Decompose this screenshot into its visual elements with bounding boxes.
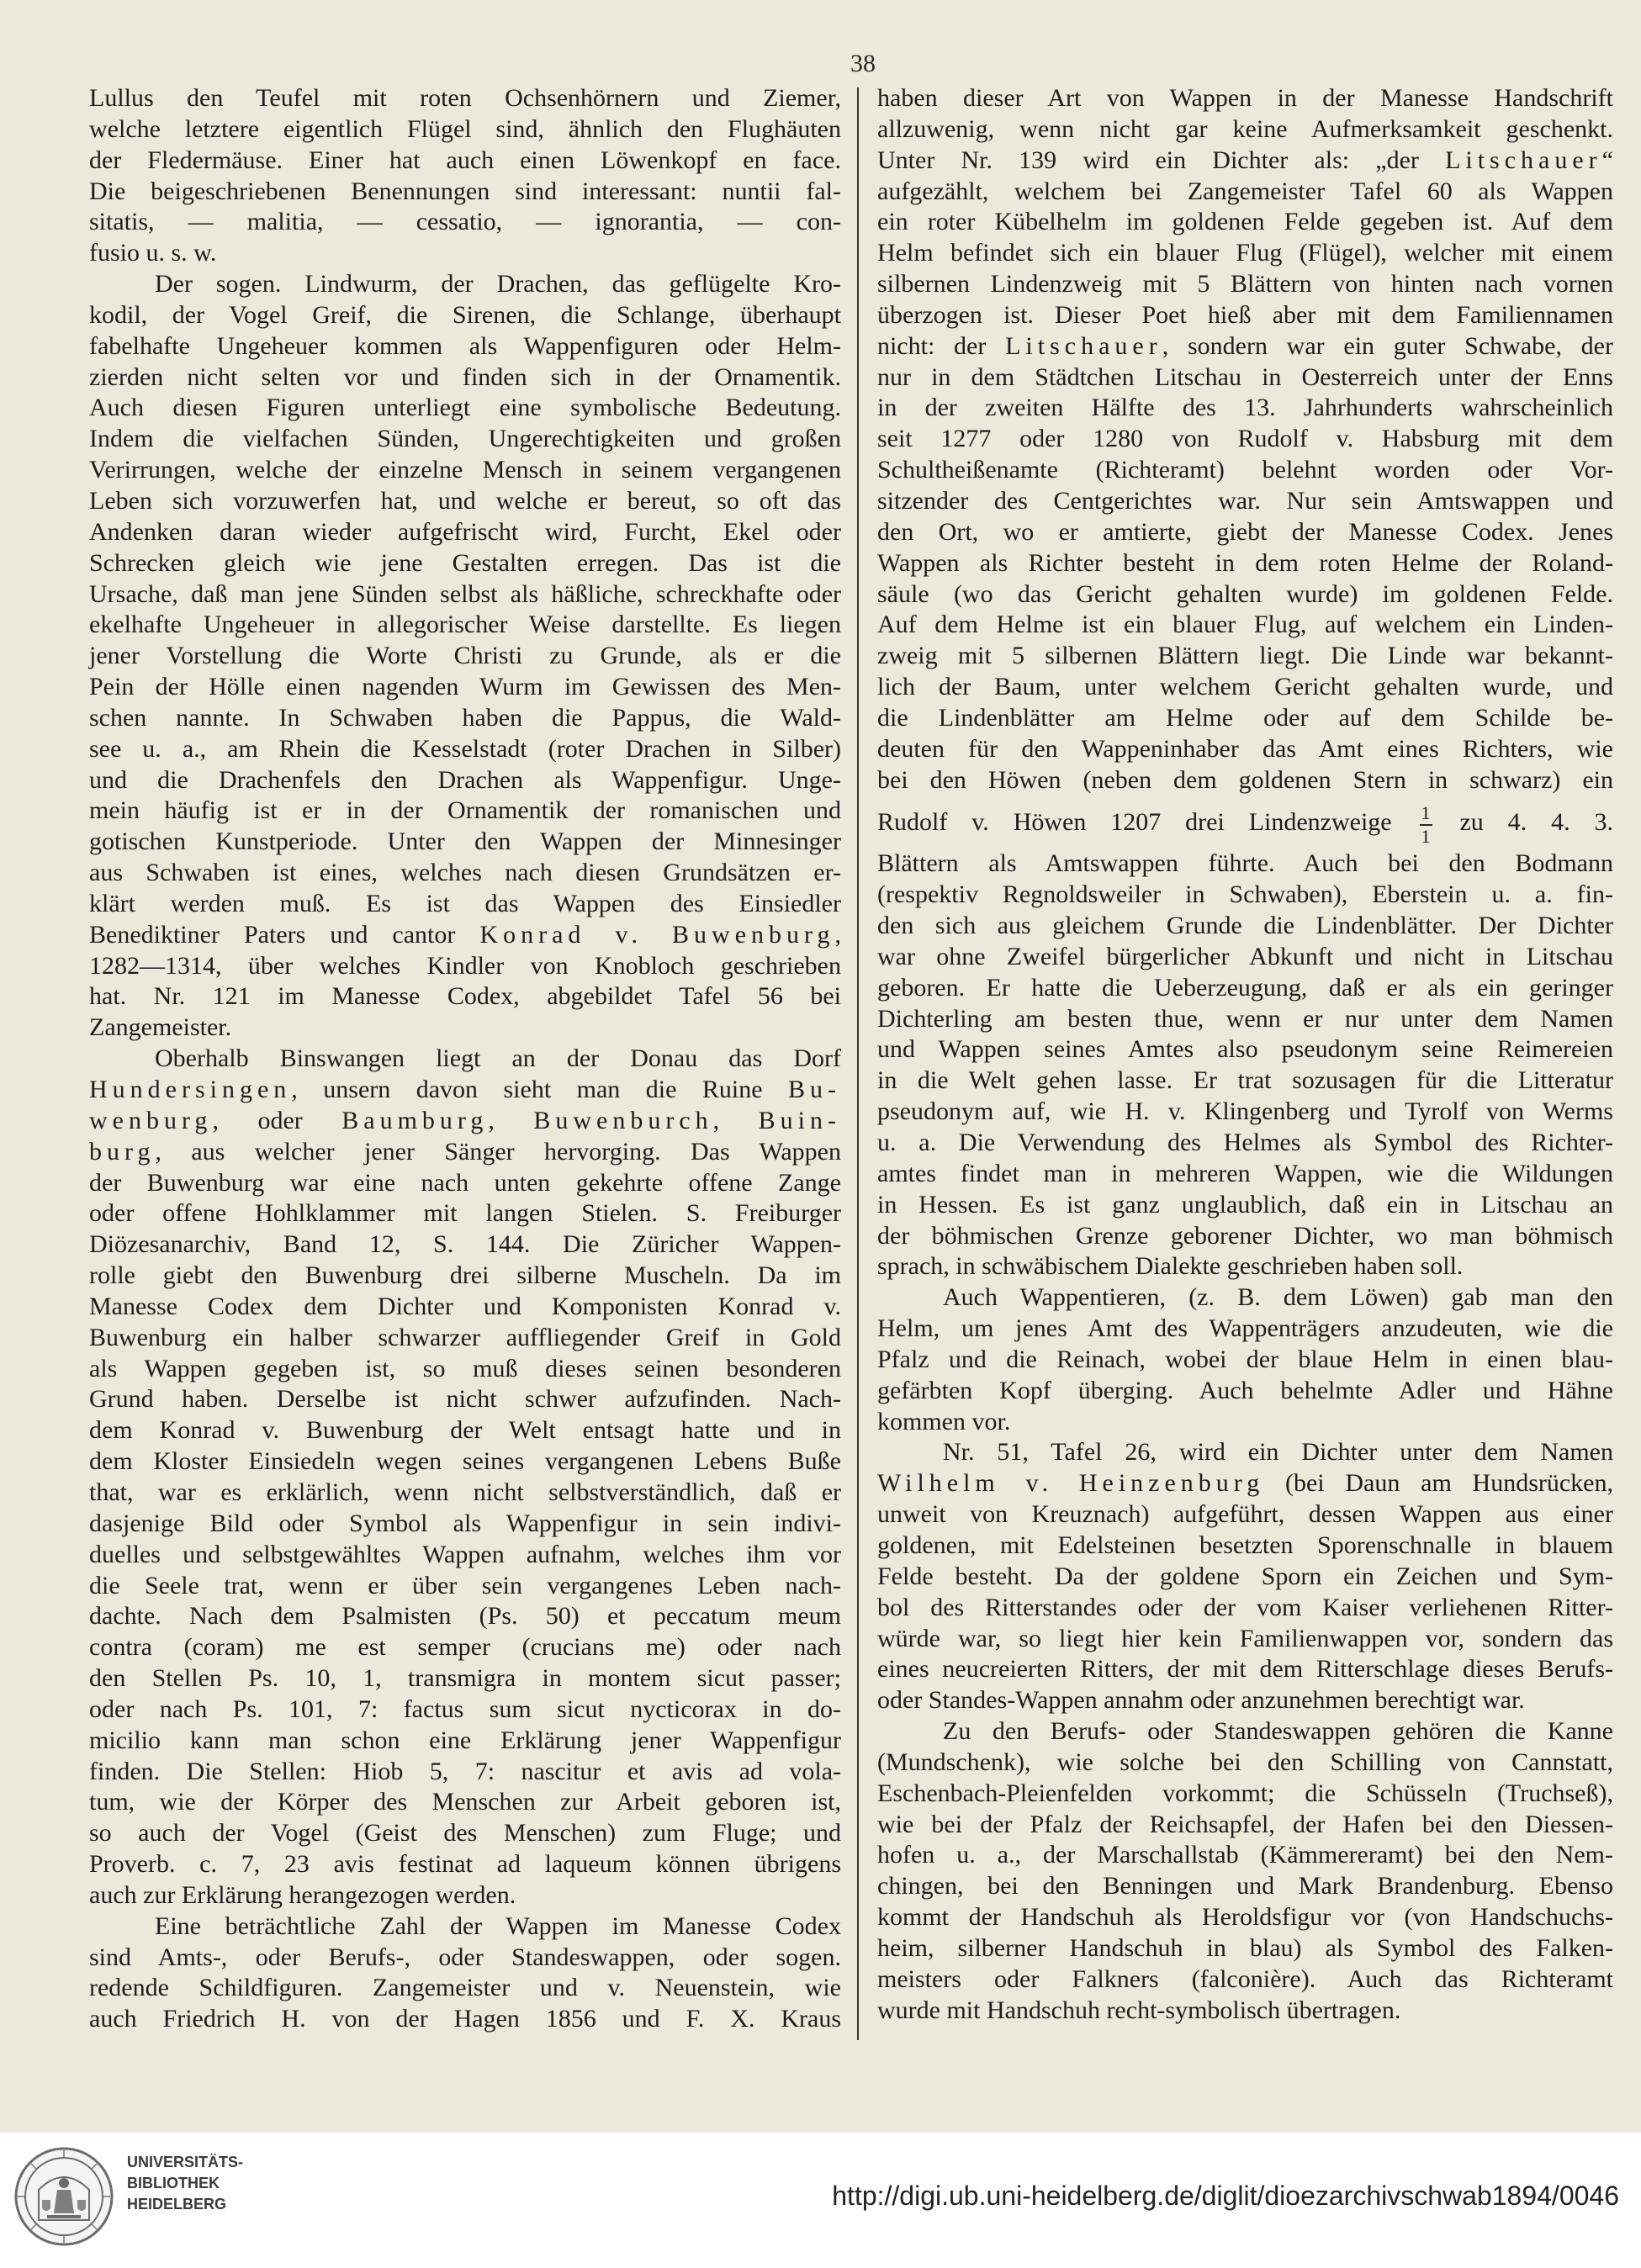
- emphasized-text: Litschauer: [1005, 331, 1162, 360]
- emphasized-text: Hundersingen: [89, 1076, 292, 1103]
- text-line: pseudonym auf, wie H. v. Klingenberg und Tyrolf von Werms: [877, 1097, 1613, 1126]
- right-column: [877, 83, 1613, 2026]
- text-line: Wappen als Richter besteht in dem roten Helme der Roland-: [877, 548, 1613, 577]
- text-line: see u. a., am Rhein die Kesselstadt (roter Drachen in Silber): [89, 734, 841, 763]
- text-line: Felde besteht. Da der goldene Sporn ein Zeichen und Sym-: [877, 1562, 1613, 1590]
- text-line: zierden nicht selten vor und finden sich in der Ornamentik.: [89, 362, 841, 391]
- text-run: , sondern war ein guter Schwabe, der: [1162, 331, 1613, 360]
- text-line: Oberhalb Binswangen liegt an der Donau das Dorf: [155, 1044, 841, 1073]
- text-line: jener Vorstellung die Worte Christi zu Grunde, als er die: [89, 642, 841, 670]
- text-line: silbernen Lindenzweig mit 5 Blättern von hinten nach vornen: [877, 270, 1613, 299]
- text-line: Andenken daran wieder aufgefrischt wird, Furcht, Ekel oder: [89, 517, 841, 546]
- emphasized-text: Baumburg: [341, 1106, 489, 1134]
- text-line: war ohne Zweifel bürgerlicher Abkunft und nicht in Litschau: [877, 942, 1613, 970]
- text-line: Pfalz und die Reinach, wobei der blaue Helm in einen blau-: [877, 1345, 1613, 1373]
- text-line: micilio kann man schon eine Erklärung jener Wappenfigur: [89, 1726, 841, 1754]
- text-line: [877, 796, 1613, 849]
- text-line: Blättern als Amtswappen führte. Auch bei den Bodmann: [877, 849, 1613, 878]
- text-line: Verirrungen, welche der einzelne Mensch in seinem vergangenen: [89, 456, 841, 484]
- emphasized-text: Buwenburch: [533, 1106, 713, 1134]
- text-line: Diözesanarchiv, Band 12, S. 144. Die Züricher Wappen-: [89, 1230, 841, 1259]
- text-line: in die Welt gehen lasse. Er trat sozusagen für die Litteratur: [877, 1066, 1613, 1095]
- text-line: heim, silberner Handschuh in blau) als Symbol des Falken-: [877, 1933, 1613, 1962]
- text-run: , unsern davon sieht man die Ruine: [291, 1076, 788, 1103]
- text-run: ,: [834, 920, 841, 949]
- text-line: geboren. Er hatte die Ueberzeugung, daß er als ein geringer: [877, 973, 1613, 1002]
- text-line: so auch der Vogel (Geist des Menschen) zum Fluge; und: [89, 1819, 841, 1848]
- text-line: dem Kloster Einsiedeln wegen seines vergangenen Lebens Buße: [89, 1447, 841, 1476]
- text-line: Auch diesen Figuren unterliegt eine symbolische Bedeutung.: [89, 394, 841, 422]
- emphasized-text: Wilhelm v. Heinzenburg: [877, 1469, 1265, 1498]
- text-line: den Stellen Ps. 10, 1, transmigra in montem sicut passer;: [89, 1664, 841, 1693]
- text-line: aus Schwaben ist eines, welches nach diesen Grundsätzen er-: [89, 859, 841, 887]
- text-line: Leben sich vorzuwerfen hat, und welche er bereut, so oft das: [89, 486, 841, 515]
- text-line: die Lindenblätter am Helme oder auf dem Schilde be-: [877, 703, 1613, 732]
- text-line: oder Standes-Wappen annahm oder anzunehmen berechtigt war.: [877, 1686, 1525, 1715]
- text-line: haben dieser Art von Wappen in der Manesse Handschrift: [877, 84, 1613, 112]
- text-line: sitatis, — malitia, — cessatio, — ignorantia, — con-: [89, 208, 841, 236]
- text-line: fusio u. s. w.: [89, 239, 217, 267]
- text-line: auch Friedrich H. von der Hagen 1856 und F. X. Kraus: [89, 2005, 841, 2033]
- text-line: Lullus den Teufel mit roten Ochsenhörnern und Ziemer,: [89, 84, 841, 112]
- text-line: gefärbten Kopf überging. Auch behelmte Adler und Hähne: [877, 1376, 1613, 1404]
- text-line: und die Drachenfels den Drachen als Wappenfigur. Unge-: [89, 765, 841, 794]
- text-line: that, war es erklärlich, wenn nicht selbstverständlich, daß er: [89, 1478, 841, 1506]
- text-line: welche letztere eigentlich Flügel sind, ähnlich den Flughäuten: [89, 114, 841, 143]
- text-line: schen nannte. In Schwaben haben die Pappus, die Wald-: [89, 703, 841, 732]
- text-line: kommt der Handschuh als Heroldsfigur vor (von Handschuchs-: [877, 1903, 1613, 1932]
- text-line: allzuwenig, wenn nicht gar keine Aufmerksamkeit geschenkt.: [877, 114, 1613, 143]
- column-divider: [857, 87, 859, 2040]
- text-line: gotischen Kunstperiode. Unter den Wappen der Minnesinger: [89, 827, 841, 856]
- emphasized-text: wenburg: [89, 1106, 213, 1134]
- text-line: den Ort, wo er amtierte, giebt der Manesse Codex. Jenes: [877, 517, 1613, 546]
- text-line: Helm, um jenes Amt des Wappenträgers anzudeuten, wie die: [877, 1314, 1613, 1343]
- text-line: sind Amts-, oder Berufs-, oder Standeswappen, oder sogen.: [89, 1943, 841, 1971]
- text-line: [89, 1137, 841, 1168]
- text-line: (respektiv Regnoldsweiler in Schwaben), Eberstein u. a. fin-: [877, 880, 1613, 909]
- text-run: ,: [488, 1106, 534, 1134]
- text-line: Die beigeschriebenen Benennungen sind interessant: nuntii fal-: [89, 177, 841, 205]
- text-line: u. a. Die Verwendung des Helmes als Symbol des Richter-: [877, 1129, 1613, 1156]
- text-line: säule (wo das Gericht gehalten wurde) im goldenen Felde.: [877, 579, 1613, 608]
- left-column: [89, 83, 841, 2035]
- text-line: überzogen ist. Dieser Poet hieß aber mit dem Familiennamen: [877, 300, 1613, 329]
- paragraph: [89, 1911, 841, 2035]
- text-line: [89, 1075, 841, 1106]
- text-line: Auf dem Helme ist ein blauer Flug, auf welchem ein Linden-: [877, 611, 1613, 639]
- text-line: zweig mit 5 silbernen Blättern liegt. Die Linde war bekannt-: [877, 642, 1613, 670]
- emphasized-text: Konrad v. Buwenburg: [479, 920, 835, 949]
- text-line: ekelhafte Ungeheuer in allegorischer Weise darstellte. Es liegen: [89, 611, 841, 639]
- text-run: nicht: der: [877, 331, 1006, 360]
- text-line: Indem die vielfachen Sünden, Ungerechtigkeiten und großen: [89, 425, 841, 453]
- text-line: Eschenbach-Pleienfelden vorkommt; die Schüsseln (Truchseß),: [877, 1779, 1613, 1807]
- text-line: in der zweiten Hälfte des 13. Jahrhunderts wahrscheinlich: [877, 394, 1613, 422]
- text-line: fabelhafte Ungeheuer kommen als Wappenfiguren oder Helm-: [89, 331, 841, 360]
- text-line: würde war, so liegt hier kein Familienwappen vor, sondern das: [877, 1624, 1613, 1652]
- text-line: mein häufig ist er in der Ornamentik der romanischen und: [89, 796, 841, 825]
- text-line: deuten für den Wappeninhaber das Amt eines Richters, wie: [877, 734, 1613, 763]
- text-line: Grund haben. Derselbe ist nicht schwer aufzufinden. Nach-: [89, 1385, 841, 1414]
- text-run: Unter Nr. 139 wird ein Dichter als: „der: [877, 145, 1446, 174]
- text-run: zu 4. 4. 3.: [1435, 808, 1613, 837]
- text-line: Auch Wappentieren, (z. B. dem Löwen) gab man den: [943, 1283, 1613, 1312]
- text-run: (bei Daun am Hundsrücken,: [1264, 1469, 1613, 1498]
- text-line: lich der Baum, unter welchem Gericht gehalten wurde, und: [877, 673, 1613, 701]
- text-line: redende Schildfiguren. Zangemeister und v. Neuenstein, wie: [89, 1974, 841, 2002]
- text-line: sitzender des Centgerichtes war. Nur sein Amtswappen und: [877, 486, 1613, 515]
- library-name-line-2: BIBLIOTHEK: [127, 2175, 220, 2191]
- text-line: Proverb. c. 7, 23 avis festinat ad laqueum können übrigens: [89, 1850, 841, 1879]
- emphasized-text: Bu-: [788, 1076, 841, 1103]
- text-line: duelles und selbstgewähltes Wappen aufnahm, welches ihm vor: [89, 1540, 841, 1568]
- text-line: Helm befindet sich ein blauer Flug (Flügel), welcher mit einem: [877, 239, 1613, 267]
- text-line: rolle giebt den Buwenburg drei silberne Muscheln. Da im: [89, 1261, 841, 1290]
- fraction-numerator: 1: [1421, 801, 1431, 823]
- text-line: wie bei der Pfalz der Reichsapfel, der Hafen bei den Diessen-: [877, 1810, 1613, 1838]
- text-line: hat. Nr. 121 im Manesse Codex, abgebildet Tafel 56 bei: [89, 982, 841, 1011]
- text-line: und Wappen seines Amtes also pseudonym seine Reimereien: [877, 1035, 1613, 1064]
- text-line: unweit von Kreuznach) aufgeführt, dessen Wappen aus einer: [877, 1500, 1613, 1529]
- text-line: tum, wie der Körper des Menschen zur Arbeit geboren ist,: [89, 1788, 841, 1816]
- text-line: klärt werden muß. Es ist das Wappen des Einsiedler: [89, 889, 841, 917]
- text-line: als Wappen gegeben ist, so muß dieses seinen besonderen: [89, 1354, 841, 1382]
- source-url: http://digi.ub.uni-heidelberg.de/diglit/dioezarchivschwab1894/0046: [832, 2181, 1619, 2211]
- page-number: 38: [850, 50, 876, 77]
- text-line: [89, 1106, 841, 1137]
- text-line: eines neucreierten Ritters, der mit dem Ritterschlage dieses Berufs-: [877, 1655, 1613, 1684]
- text-line: [89, 920, 841, 951]
- text-line: oder nach Ps. 101, 7: factus sum sicut nycticorax in do-: [89, 1694, 841, 1723]
- text-line: (Mundschenk), wie solche bei den Schilling von Cannstatt,: [877, 1747, 1613, 1776]
- text-run: , oder: [212, 1106, 342, 1134]
- text-run: “: [1601, 145, 1613, 174]
- text-line: Eine beträchtliche Zahl der Wappen im Manesse Codex: [155, 1911, 841, 1940]
- text-line: sprach, in schwäbischem Dialekte geschrieben haben soll.: [877, 1252, 1464, 1281]
- text-line: Zangemeister.: [89, 1013, 232, 1042]
- text-line: auch zur Erklärung herangezogen werden.: [89, 1880, 516, 1909]
- text-line: goldenen, mit Edelsteinen besetzten Sporenschnalle in blauem: [877, 1531, 1613, 1559]
- text-line: Schrecken gleich wie jene Gestalten erregen. Das ist die: [89, 548, 841, 577]
- university-seal-logo: [13, 2146, 114, 2247]
- text-line: Der sogen. Lindwurm, der Drachen, das geflügelte Kro-: [155, 270, 841, 299]
- text-line: meisters oder Falkners (falconière). Auch das Richteramt: [877, 1964, 1613, 1993]
- text-line: Nr. 51, Tafel 26, wird ein Dichter unter dem Namen: [943, 1438, 1613, 1467]
- text-line: der Buwenburg war eine nach unten gekehrte offene Zange: [89, 1168, 841, 1197]
- text-line: bol des Ritterstandes oder der vom Kaiser verliehenen Ritter-: [877, 1593, 1613, 1621]
- text-line: [877, 331, 1613, 362]
- text-line: hofen u. a., der Marschallstab (Kämmereramt) bei den Nem-: [877, 1841, 1613, 1869]
- text-line: ein roter Kübelhelm im goldenen Felde gegeben ist. Auf dem: [877, 208, 1613, 236]
- fraction: [1420, 801, 1432, 847]
- paragraph: [877, 1282, 1613, 1437]
- text-line: 1282—1314, über welches Kindler von Knobloch geschrieben: [89, 951, 841, 980]
- text-line: Buwenburg ein halber schwarzer auffliegender Greif in Gold: [89, 1323, 841, 1351]
- text-line: Manesse Codex dem Dichter und Komponisten Konrad v.: [89, 1292, 841, 1320]
- text-line: chingen, bei den Benningen und Mark Brandenburg. Ebenso: [877, 1872, 1613, 1901]
- emphasized-text: Buin-: [758, 1106, 841, 1134]
- footer-bar: [0, 2133, 1641, 2268]
- text-line: der böhmischen Grenze geborener Dichter, wo man böhmisch: [877, 1221, 1613, 1250]
- text-line: finden. Die Stellen: Hiob 5, 7: nascitur et avis ad vola-: [89, 1757, 841, 1785]
- text-line: [877, 1468, 1613, 1499]
- paragraph: [877, 1437, 1613, 1716]
- text-line: bei den Höwen (neben dem goldenen Stern in schwarz) ein: [877, 765, 1613, 794]
- text-line: Pein der Hölle einen nagenden Wurm im Gewissen des Men-: [89, 673, 841, 701]
- text-run: , aus welcher jener Sänger hervorging. Das Wappen: [155, 1137, 841, 1166]
- text-line: nur in dem Städtchen Litschau in Oesterreich unter der Enns: [877, 362, 1613, 391]
- text-run: Rudolf v. Höwen 1207 drei Lindenzweige: [877, 808, 1416, 837]
- text-line: der Fledermäuse. Einer hat auch einen Löwenkopf en face.: [89, 145, 841, 174]
- text-line: dachte. Nach dem Psalmisten (Ps. 50) et peccatum meum: [89, 1602, 841, 1631]
- text-line: kommen vor.: [877, 1407, 1011, 1435]
- text-line: aufgezählt, welchem bei Zangemeister Tafel 60 als Wappen: [877, 177, 1613, 205]
- text-line: oder offene Hohlklammer mit langen Stielen. S. Freiburger: [89, 1199, 841, 1228]
- text-line: Ursache, daß man jene Sünden selbst als häßliche, schreckhafte oder: [89, 579, 841, 608]
- paragraph: [89, 1044, 841, 1911]
- text-line: kodil, der Vogel Greif, die Sirenen, die Schlange, überhaupt: [89, 300, 841, 329]
- text-line: contra (coram) me est semper (crucians me) oder nach: [89, 1633, 841, 1662]
- text-line: den sich aus gleichem Grunde die Lindenblätter. Der Dichter: [877, 912, 1613, 940]
- paragraph: [877, 1716, 1613, 2026]
- text-line: Zu den Berufs- oder Standeswappen gehören die Kanne: [943, 1717, 1613, 1746]
- text-run: Benediktiner Paters und cantor: [89, 920, 480, 949]
- text-line: Dichterling am besten thue, wenn er nur unter dem Namen: [877, 1004, 1613, 1033]
- text-line: Schultheißenamte (Richteramt) belehnt worden oder Vor-: [877, 456, 1613, 484]
- emphasized-text: burg: [89, 1137, 156, 1166]
- text-line: dasjenige Bild oder Symbol als Wappenfigur in sein indivi-: [89, 1509, 841, 1537]
- emphasized-text: Litschauer: [1445, 145, 1602, 174]
- library-name-line-1: UNIVERSITÄTS-: [127, 2154, 244, 2170]
- text-run: ,: [712, 1106, 759, 1134]
- paragraph: [89, 269, 841, 1044]
- text-line: [877, 145, 1613, 177]
- text-line: seit 1277 oder 1280 von Rudolf v. Habsburg mit dem: [877, 425, 1613, 453]
- library-name: [127, 2152, 243, 2215]
- paragraph: [877, 83, 1613, 1282]
- text-line: die Seele trat, wenn er über sein vergangenes Leben nach-: [89, 1571, 841, 1599]
- fraction-denominator: 1: [1421, 825, 1431, 847]
- text-line: dem Konrad v. Buwenburg der Welt entsagt hatte und in: [89, 1416, 841, 1445]
- text-line: wurde mit Handschuh recht-symbolisch übertragen.: [877, 1996, 1401, 2024]
- library-name-line-3: HEIDELBERG: [127, 2196, 227, 2212]
- text-line: in Hessen. Es ist ganz unglaublich, daß ein in Litschau an: [877, 1190, 1613, 1219]
- text-line: amtes findet man in mehreren Wappen, wie die Wildungen: [877, 1159, 1613, 1187]
- paragraph: [89, 83, 841, 269]
